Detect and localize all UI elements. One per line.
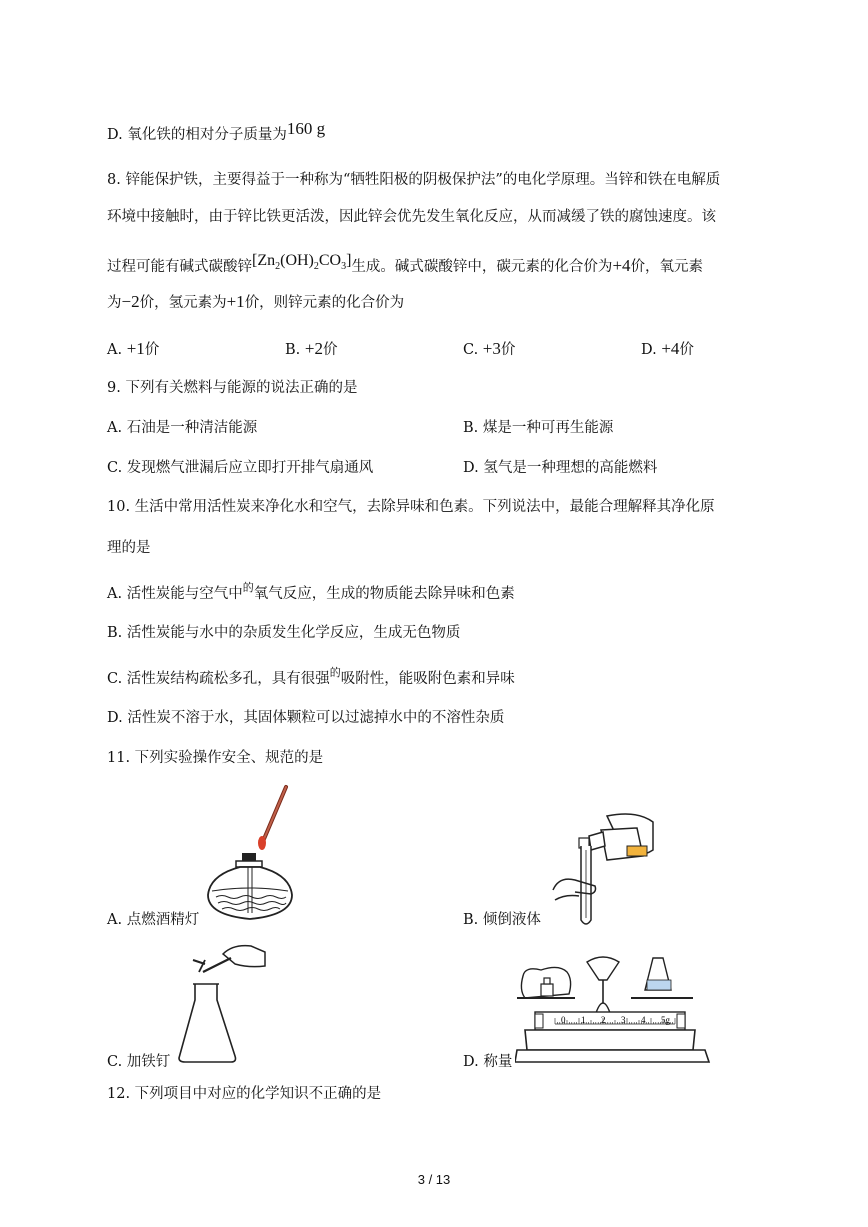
scale-label-2: 2 bbox=[601, 1015, 606, 1025]
q8-text-b: 生成。碱式碳酸锌中，碳元素的化合价为 bbox=[351, 259, 613, 275]
q10-option-c-de: 的 bbox=[329, 666, 341, 679]
q10-option-a-text-1: A. 活性炭能与空气中 bbox=[107, 586, 243, 602]
q9-option-b[interactable]: B. 煤是一种可再生能源 bbox=[463, 420, 614, 436]
q9-option-c[interactable]: C. 发现燃气泄漏后应立即打开排气扇通风 bbox=[107, 460, 374, 476]
q8-stem-line-3 bbox=[107, 252, 704, 283]
alcohol-lamp-figure bbox=[200, 783, 310, 933]
adding-iron-nail-figure bbox=[175, 938, 270, 1068]
option-value: +4 bbox=[661, 339, 680, 358]
q8-text-a: 过程可能有碱式碳酸锌 bbox=[107, 259, 252, 275]
q10-option-a[interactable] bbox=[107, 581, 515, 605]
option-unit: 价 bbox=[679, 342, 694, 358]
page-number: 3 / 13 bbox=[417, 1172, 451, 1187]
option-letter: C. bbox=[463, 342, 479, 358]
q10-option-d[interactable]: D. 活性炭不溶于水，其固体颗粒可以过滤掉水中的不溶性杂质 bbox=[107, 710, 505, 726]
option-value: +2 bbox=[304, 339, 323, 358]
q8-text-d: 为 bbox=[107, 295, 122, 311]
q8-stem-line-2: 环境中接触时，由于锌比铁更活泼，因此锌会优先发生氧化反应，从而减缓了铁的腐蚀速度。该 bbox=[107, 209, 716, 225]
q8-option-b[interactable] bbox=[285, 339, 337, 360]
q10-option-c-text-1: C. 活性炭结构疏松多孔，具有很强 bbox=[107, 671, 330, 687]
carbon-valence: +4 bbox=[612, 256, 631, 275]
option-letter: B. bbox=[285, 342, 301, 358]
scale-label-3: 3 bbox=[621, 1015, 626, 1025]
q11-option-c[interactable]: C. 加铁钉 bbox=[107, 1054, 171, 1070]
q8-text-c: 价，氧元素 bbox=[630, 259, 704, 275]
pouring-liquid-figure bbox=[545, 810, 665, 930]
scale-label-4: 4 bbox=[641, 1015, 646, 1025]
q11-option-b[interactable]: B. 倾倒液体 bbox=[463, 912, 541, 928]
scale-label-1: 1 bbox=[581, 1015, 586, 1025]
q10-stem-line-1: 10. 生活中常用活性炭来净化水和空气，去除异味和色素。下列说法中，最能合理解释其净化原 bbox=[107, 499, 715, 515]
hydrogen-valence: +1 bbox=[226, 292, 245, 311]
option-unit: 价 bbox=[500, 342, 516, 358]
q7-option-d-text: D. 氧化铁的相对分子质量为 bbox=[107, 127, 287, 143]
q8-stem-line-4 bbox=[107, 292, 404, 313]
balance-scale-figure bbox=[515, 950, 725, 1070]
q11-option-a[interactable]: A. 点燃酒精灯 bbox=[107, 912, 200, 928]
q10-option-b[interactable]: B. 活性炭能与水中的杂质发生化学反应，生成无色物质 bbox=[107, 625, 461, 641]
option-unit: 价 bbox=[322, 342, 338, 358]
q11-stem: 11. 下列实验操作安全、规范的是 bbox=[107, 750, 324, 766]
q11-option-d[interactable]: D. 称量 bbox=[463, 1054, 513, 1070]
q8-option-a[interactable] bbox=[107, 339, 159, 360]
oxygen-valence: −2 bbox=[121, 292, 140, 311]
q9-option-d[interactable]: D. 氢气是一种理想的高能燃料 bbox=[463, 460, 658, 476]
option-letter: A. bbox=[107, 342, 123, 358]
scale-label-0: 0 bbox=[561, 1015, 566, 1025]
scale-label-5: 5g bbox=[661, 1015, 670, 1025]
zinc-carbonate-formula: $[Zn_2(OH)_2CO_3]$ bbox=[252, 252, 352, 273]
q8-option-d[interactable] bbox=[641, 339, 694, 360]
q8-option-c[interactable] bbox=[463, 339, 515, 360]
q9-stem: 9. 下列有关燃料与能源的说法正确的是 bbox=[107, 380, 358, 396]
q9-option-a[interactable]: A. 石油是一种清洁能源 bbox=[107, 420, 258, 436]
q8-text-f: 价，则锌元素的化合价为 bbox=[244, 295, 405, 311]
option-value: +3 bbox=[482, 339, 501, 358]
q8-text-e: 价，氢元素为 bbox=[139, 295, 227, 311]
q10-stem-line-2: 理的是 bbox=[107, 540, 151, 556]
q10-option-a-text-2: 氧气反应，生成的物质能去除异味和色素 bbox=[253, 586, 515, 602]
q10-option-c-text-2: 吸附性，能吸附色素和异味 bbox=[340, 671, 515, 687]
q10-option-a-de: 的 bbox=[242, 581, 254, 594]
q10-option-c[interactable] bbox=[107, 666, 515, 690]
option-value: +1 bbox=[126, 339, 145, 358]
option-unit: 价 bbox=[144, 342, 160, 358]
option-letter: D. bbox=[641, 342, 657, 358]
q8-stem-line-1: 8. 锌能保护铁，主要得益于一种称为“牺牲阳极的阴极保护法”的电化学原理。当锌和铁在电解质 bbox=[107, 172, 721, 188]
q7-option-d-value: 160 g bbox=[286, 119, 326, 138]
q7-option-d bbox=[107, 119, 326, 145]
q12-stem: 12. 下列项目中对应的化学知识不正确的是 bbox=[107, 1086, 382, 1102]
